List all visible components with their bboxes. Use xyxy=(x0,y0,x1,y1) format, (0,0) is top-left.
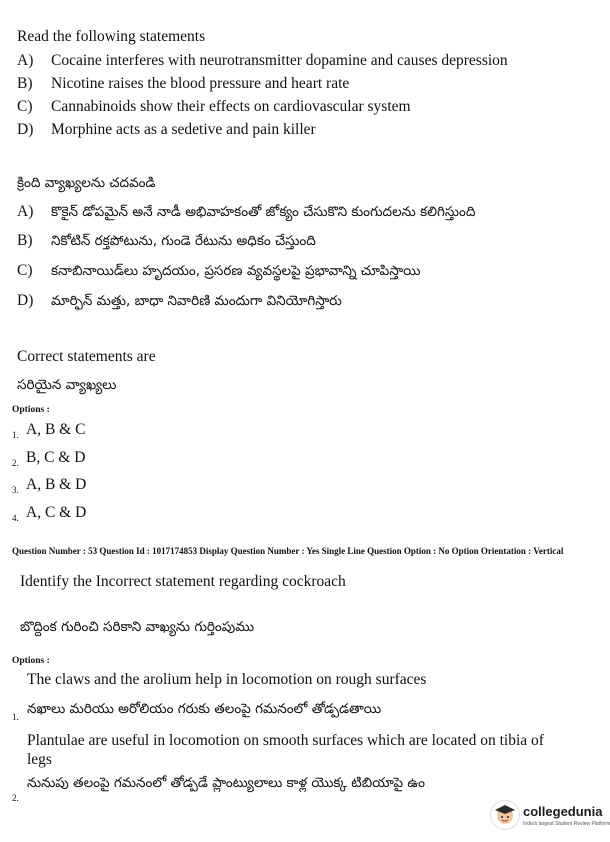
question-text: Identify the Incorrect statement regarding cockroach xyxy=(20,573,346,590)
option-number: 2. xyxy=(12,458,19,468)
question-text-telugu: బొద్దింక గురించి సరికాని వాఖ్యను గుర్తింపుము xyxy=(20,619,255,635)
statement-a-en xyxy=(17,52,508,70)
option-2-number: 2. xyxy=(12,793,19,803)
statement-d-te xyxy=(17,292,342,312)
option-number: 4. xyxy=(12,513,19,523)
option-number: 3. xyxy=(12,485,19,495)
statement-letter: C) xyxy=(17,98,33,115)
statement-letter: A) xyxy=(17,203,34,220)
option-2[interactable] xyxy=(12,449,85,468)
options-label: Options : xyxy=(12,656,50,666)
statement-c-en xyxy=(17,98,411,116)
option-text: A, B & D xyxy=(26,476,87,493)
statement-text: Nicotine raises the blood pressure and heart rate xyxy=(51,75,350,92)
statement-text-telugu: కనాబినాయిడ్‌లు హృదయం, ప్రసరణ వ్యవస్థలపై ప్రభావాన్ని చూపిస్తాయి xyxy=(51,263,421,279)
option-text: A, B & C xyxy=(26,421,86,438)
collegedunia-watermark xyxy=(490,800,610,834)
statement-letter: C) xyxy=(17,262,33,279)
statement-letter: B) xyxy=(17,232,33,249)
statement-c-te xyxy=(17,262,421,282)
correct-statements-prompt-telugu: సరియైన వ్యాఖ్యలు xyxy=(17,377,117,393)
brand-tagline: India's largest Student Review Platform xyxy=(523,821,610,827)
option-2-text-en[interactable]: Plantulae are useful in locomotion on smooth surfaces which are located on tibia of legs xyxy=(27,732,544,768)
statement-text-telugu: నికోటిన్ రక్తపోటును, గుండె రేటును అధికం చేస్తుంది xyxy=(51,233,316,249)
option-1[interactable] xyxy=(12,421,85,440)
statement-letter: B) xyxy=(17,75,33,92)
statement-a-te xyxy=(17,203,475,223)
correct-statements-prompt: Correct statements are xyxy=(17,348,156,365)
statement-d-en xyxy=(17,121,316,139)
statement-b-te xyxy=(17,232,316,252)
question-metadata: Question Number : 53 Question Id : 1017174853 Display Question Number : Yes Single Line Question Option : No Option Orientation : Vertical xyxy=(12,546,564,556)
statement-letter: D) xyxy=(17,292,34,309)
option-1-text-en[interactable]: The claws and the arolium help in locomotion on rough surfaces xyxy=(27,671,427,688)
question-intro-telugu: క్రింది వ్యాఖ్యలను చదవండి xyxy=(17,175,156,191)
question-intro: Read the following statements xyxy=(17,28,206,45)
statement-text: Morphine acts as a sedetive and pain killer xyxy=(51,121,316,138)
statement-text: Cocaine interferes with neurotransmitter dopamine and causes depression xyxy=(51,52,508,69)
statement-letter: D) xyxy=(17,121,34,138)
brand-name: collegedunia xyxy=(523,804,603,819)
option-text: B, C & D xyxy=(26,449,86,466)
statement-letter: A) xyxy=(17,52,34,69)
option-3[interactable] xyxy=(12,476,86,495)
option-1-number: 1. xyxy=(12,712,19,722)
option-2-text-te[interactable]: నునుపు తలంపై గమనంలో తోడ్పడే ప్లాంట్యులాలు కాళ్ల యొక్క టిబియాపై ఉం xyxy=(27,775,425,791)
options-label: Options : xyxy=(12,405,50,415)
option-4[interactable] xyxy=(12,504,86,523)
option-1-text-te[interactable]: నఖాలు మరియు అరోలియం గరుకు తలంపై గమనంలో తోడ్పడతాయి xyxy=(27,701,382,717)
statement-text-telugu: కొకైన్ డోపమైన్ అనే నాడీ అభివాహకంతో జోక్యం చేసుకొని కుంగుదలను కలిగిస్తుంది xyxy=(51,204,476,220)
statement-b-en xyxy=(17,75,349,93)
option-text: A, C & D xyxy=(26,504,87,521)
statement-text-telugu: మార్ఫిన్ మత్తు, బాధా నివారిణి మందుగా వినియోగిస్తారు xyxy=(51,293,342,309)
statement-text: Cannabinoids show their effects on cardiovascular system xyxy=(51,98,411,115)
graduate-avatar-icon xyxy=(490,800,520,830)
option-number: 1. xyxy=(12,430,19,440)
